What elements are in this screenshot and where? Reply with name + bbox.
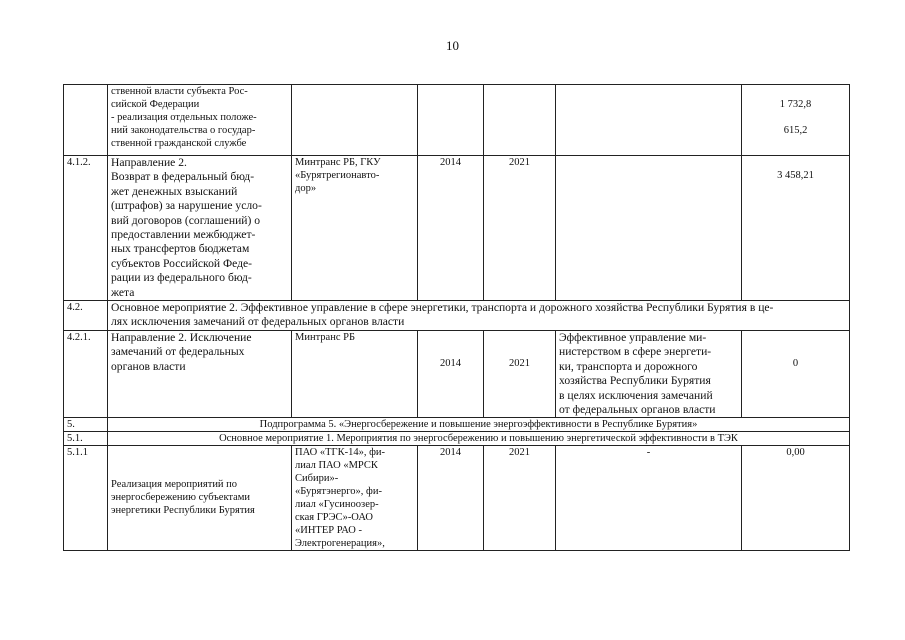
start-year-text: 2014 — [440, 357, 461, 369]
table-row — [64, 446, 850, 551]
end-year-text: 2021 — [509, 357, 530, 369]
text-line: ных трансфертов бюджетам — [111, 242, 250, 256]
program-table — [63, 84, 850, 551]
value-cell — [742, 156, 850, 301]
executor-cell — [292, 156, 418, 301]
subprogram-heading-cell: Подпрограмма 5. «Энергосбережение и повышение энергоэффективности в Республике Бурятия» — [108, 418, 850, 432]
text-line: нистерством в сфере энергети- — [559, 345, 712, 359]
text-line: ская ГРЭС»-ОАО — [295, 512, 374, 524]
value-cell: 0,00 — [742, 446, 850, 551]
result-cell: - — [556, 446, 742, 551]
text-line: Минтранс РБ, ГКУ — [295, 157, 381, 168]
result-cell — [556, 85, 742, 156]
text-line: в целях исключения замечаний — [559, 388, 713, 402]
text-line: вий договоров (соглашений) о — [111, 213, 261, 227]
value-text: 615,2 — [783, 125, 808, 136]
row-number-cell: 4.1.2. — [64, 156, 108, 301]
text-line: лиал «Гусиноозер- — [295, 499, 379, 511]
table-row — [64, 301, 850, 331]
row-number-cell: 4.2. — [64, 301, 108, 331]
text-line: (штрафов) за нарушение усло- — [111, 199, 262, 213]
section-heading-cell: Основное мероприятие 1. Мероприятия по энергосбережению и повышению энергетической эффективности в ТЭК — [108, 432, 850, 446]
row-number-cell: 5.1. — [64, 432, 108, 446]
table-row — [64, 418, 850, 432]
text-line: органов власти — [111, 359, 186, 373]
text-line: энергосбережению субъектами — [111, 492, 251, 504]
table-row — [64, 156, 850, 301]
text-line: «Бурятэнерго», фи- — [295, 486, 382, 498]
text-line: Электрогенерация», — [295, 538, 385, 550]
table-row — [64, 85, 850, 156]
text-line: - реализация отдельных положе- — [111, 112, 257, 123]
text-line: Возврат в федеральный бюд- — [111, 170, 255, 184]
text-line: «ИНТЕР РАО - — [295, 525, 362, 537]
section-heading-cell — [108, 301, 850, 331]
page-number: 10 — [446, 38, 459, 53]
row-number-cell: 4.2.1. — [64, 330, 108, 417]
text-line: ственной гражданской службе — [111, 138, 247, 149]
value-text: 0 — [792, 357, 799, 369]
text-line: ний законодательства о государ- — [111, 125, 256, 136]
row-number-cell: 5. — [64, 418, 108, 432]
text-line: субъектов Российской Феде- — [111, 256, 253, 270]
measure-name-cell — [108, 156, 292, 301]
result-cell — [556, 156, 742, 301]
text-line: дор» — [295, 183, 317, 194]
start-year-cell — [418, 330, 484, 417]
measure-name-cell — [108, 330, 292, 417]
table-row — [64, 330, 850, 417]
text-line: жет денежных взысканий — [111, 184, 238, 198]
text-line: сийской Федерации — [111, 99, 200, 110]
text-line: от федеральных органов власти — [559, 402, 716, 416]
text-line: ки, транспорта и дорожного — [559, 359, 698, 373]
text-line: лях исключения замечаний от федеральных органов власти — [111, 315, 405, 329]
text-line: Реализация мероприятий по — [111, 479, 238, 491]
executor-cell — [292, 85, 418, 156]
executor-cell — [292, 446, 418, 551]
end-year-cell: 2021 — [484, 156, 556, 301]
table-row — [64, 432, 850, 446]
text-line: лиал ПАО «МРСК — [295, 460, 378, 472]
text-line: Основное мероприятие 2. Эффективное управление в сфере энергетики, транспорта и дорожного хозяйства Республики Бурятия в це- — [111, 301, 774, 315]
value-cell — [742, 85, 850, 156]
text-line: Направление 2. — [111, 156, 187, 169]
text-line: жета — [111, 285, 135, 299]
start-year-cell — [418, 85, 484, 156]
start-year-cell: 2014 — [418, 446, 484, 551]
start-year-cell: 2014 — [418, 156, 484, 301]
text-line: хозяйства Республики Бурятия — [559, 374, 711, 388]
end-year-cell: 2021 — [484, 446, 556, 551]
measure-name-cell — [108, 446, 292, 551]
value-cell — [742, 330, 850, 417]
measure-name-cell — [108, 85, 292, 156]
row-number-cell — [64, 85, 108, 156]
result-cell — [556, 330, 742, 417]
text-line: Эффективное управление ми- — [559, 330, 707, 344]
text-line: Направление 2. Исключение — [111, 330, 252, 344]
end-year-cell — [484, 330, 556, 417]
text-line: энергетики Республики Бурятия — [111, 505, 255, 517]
text-line: Сибири»- — [295, 473, 339, 485]
text-line: «Бурятрегионавто- — [295, 170, 380, 181]
row-number-cell: 5.1.1 — [64, 446, 108, 551]
executor-cell: Минтранс РБ — [292, 330, 418, 417]
text-line: рации из федерального бюд- — [111, 271, 252, 285]
end-year-cell — [484, 85, 556, 156]
text-line: ственной власти субъекта Рос- — [111, 86, 248, 97]
text-line: предоставлении межбюджет- — [111, 228, 256, 242]
value-text: 1 732,8 — [779, 99, 812, 110]
text-line: замечаний от федеральных — [111, 345, 245, 359]
text-line: ПАО «ТГК-14», фи- — [295, 447, 386, 459]
value-text: 3 458,21 — [777, 170, 814, 181]
